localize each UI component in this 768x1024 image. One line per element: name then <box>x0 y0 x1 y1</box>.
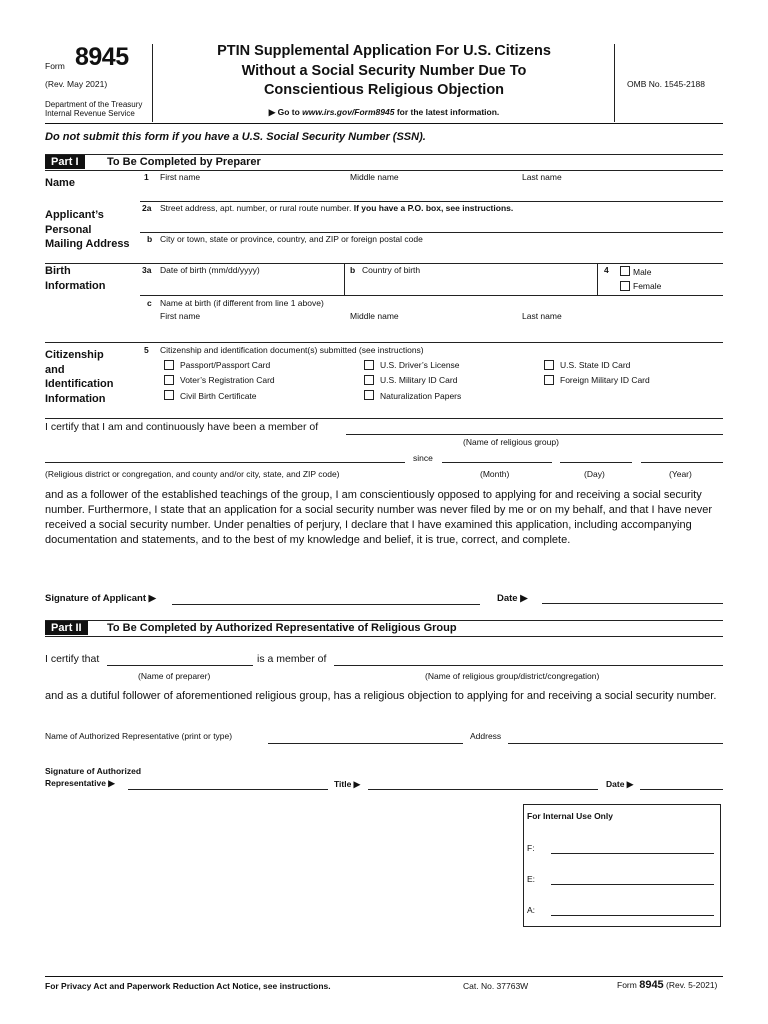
line5-number: 5 <box>144 345 149 355</box>
line4-number: 4 <box>604 265 609 275</box>
state-id-label: U.S. State ID Card <box>560 360 631 370</box>
religious-group-input[interactable] <box>346 421 723 435</box>
name-section-label: Name <box>45 177 75 189</box>
department: Department of the Treasury <box>45 100 143 109</box>
address-section-line1: Applicant’s <box>45 209 104 221</box>
form-word: Form <box>45 61 65 71</box>
line3a-label: Date of birth (mm/dd/yyyy) <box>160 265 260 275</box>
state-id-checkbox[interactable] <box>544 360 554 370</box>
line3b-number: b <box>350 265 356 275</box>
form-title-line3: Conscientious Religious Objection <box>263 82 505 98</box>
agency: Internal Revenue Service <box>45 109 135 118</box>
middle-name-label: Middle name <box>350 172 399 182</box>
since-day-input[interactable] <box>560 449 632 463</box>
applicant-date-input[interactable] <box>542 590 723 604</box>
rep-name-input[interactable] <box>268 730 463 744</box>
internal-e-input[interactable] <box>551 871 714 885</box>
form-number: 8945 <box>75 43 129 71</box>
preparer-name-input[interactable] <box>107 652 253 666</box>
date-of-birth-input[interactable] <box>160 278 340 292</box>
line2a-label: Street address, apt. number, or rural route number. If you have a P.O. box, see instructions. <box>160 203 514 213</box>
rep-address-input[interactable] <box>508 730 723 744</box>
voter-card-checkbox[interactable] <box>164 375 174 385</box>
rep-date-input[interactable] <box>640 776 723 790</box>
female-label: Female <box>633 281 662 291</box>
omb-number: OMB No. 1545-2188 <box>627 79 705 89</box>
birth-certificate-label: Civil Birth Certificate <box>180 391 257 401</box>
group-caption: (Name of religious group/district/congregation) <box>425 671 600 681</box>
birth-first-name-label: First name <box>160 311 201 321</box>
rep-date-label: Date ▶ <box>606 779 634 789</box>
part2-title: To Be Completed by Authorized Representative of Religious Group <box>107 622 457 634</box>
citizenship-line2: and <box>45 364 65 376</box>
internal-e-label: E: <box>527 874 536 884</box>
is-member-of-label: is a member of <box>257 653 327 665</box>
religious-congregation-input[interactable] <box>334 652 723 666</box>
last-name-input[interactable] <box>522 184 717 198</box>
goto-line: ▶ Go to www.irs.gov/Form8945 for the latest information. <box>268 107 500 117</box>
drivers-license-checkbox[interactable] <box>364 360 374 370</box>
military-id-checkbox[interactable] <box>364 375 374 385</box>
passport-checkbox[interactable] <box>164 360 174 370</box>
privacy-notice: For Privacy Act and Paperwork Reduction Act Notice, see instructions. <box>45 981 331 991</box>
last-name-label: Last name <box>522 172 562 182</box>
part2-label: Part II <box>45 621 88 635</box>
applicant-signature-line[interactable] <box>172 604 480 605</box>
applicant-date-label: Date ▶ <box>497 593 528 604</box>
part1-label: Part I <box>45 155 85 169</box>
middle-name-input[interactable] <box>350 184 515 198</box>
arrow-icon: ▶ <box>268 107 276 117</box>
certify-statement: I certify that I am and continuously have been a member of <box>45 421 319 433</box>
day-caption: (Day) <box>584 469 605 479</box>
female-checkbox[interactable] <box>620 281 630 291</box>
birth-first-name-input[interactable] <box>160 324 340 338</box>
line2b-number: b <box>147 234 153 244</box>
rep-name-label: Name of Authorized Representative (print or type) <box>45 731 233 741</box>
birth-last-name-label: Last name <box>522 311 562 321</box>
birth-middle-name-label: Middle name <box>350 311 399 321</box>
internal-a-label: A: <box>527 905 536 915</box>
city-state-zip-input[interactable] <box>160 246 715 260</box>
address-section-line2: Personal <box>45 224 92 236</box>
rep-signature-line[interactable] <box>128 789 328 790</box>
birth-section-line2: Information <box>45 280 106 292</box>
rep-signature-label-line2: Representative ▶ <box>45 778 115 788</box>
rep-signature-label-line1: Signature of Authorized <box>45 766 142 776</box>
address-section-line3: Mailing Address <box>45 238 130 250</box>
since-month-input[interactable] <box>442 449 552 463</box>
drivers-license-label: U.S. Driver’s License <box>380 360 460 370</box>
rep-title-input[interactable] <box>368 776 598 790</box>
internal-a-input[interactable] <box>551 902 714 916</box>
catalog-number: Cat. No. 37763W <box>463 981 529 991</box>
foreign-military-checkbox[interactable] <box>544 375 554 385</box>
voter-card-label: Voter’s Registration Card <box>180 375 275 385</box>
rep-statement: and as a dutiful follower of aforementioned religious group, has a religious objection to applying for and receiving a social security number. <box>45 690 717 702</box>
line3c-number: c <box>147 298 152 308</box>
declaration-paragraph: and as a follower of the established teachings of the group, I am conscientiously opposed to applying for and receiving a social security number. Furthermore, I state that an application for a social security number was never filed by me or on my behalf, and that I have never received a social security number. Under penalties of perjury, I declare that I have examined this application, including accompanying documentation and statements, and to the best of my knowledge and belief, it is true, correct, and complete. <box>45 489 713 546</box>
naturalization-checkbox[interactable] <box>364 390 374 400</box>
birth-certificate-checkbox[interactable] <box>164 390 174 400</box>
internal-f-label: F: <box>527 843 535 853</box>
applicant-signature-label: Signature of Applicant ▶ <box>45 593 156 604</box>
birth-middle-name-input[interactable] <box>350 324 515 338</box>
line1-number: 1 <box>144 172 149 182</box>
military-id-label: U.S. Military ID Card <box>380 375 458 385</box>
rep-title-label: Title ▶ <box>334 779 361 789</box>
first-name-label: First name <box>160 172 201 182</box>
revision-date: (Rev. May 2021) <box>45 79 108 89</box>
irs-link[interactable]: www.irs.gov/Form8945 <box>302 107 395 117</box>
internal-use-title: For Internal Use Only <box>527 811 613 821</box>
birth-section-line1: Birth <box>45 265 71 277</box>
since-year-input[interactable] <box>641 449 723 463</box>
part1-title: To Be Completed by Preparer <box>107 156 261 168</box>
citizenship-line4: Information <box>45 393 106 405</box>
citizenship-line1: Citizenship <box>45 349 104 361</box>
ssn-warning: Do not submit this form if you have a U.S. Social Security Number (SSN). <box>45 131 426 143</box>
year-caption: (Year) <box>669 469 692 479</box>
religious-group-caption: (Name of religious group) <box>463 437 559 447</box>
district-caption: (Religious district or congregation, and county and/or city, state, and ZIP code) <box>45 469 340 479</box>
naturalization-label: Naturalization Papers <box>380 391 462 401</box>
preparer-caption: (Name of preparer) <box>138 671 211 681</box>
birth-last-name-input[interactable] <box>522 324 717 338</box>
rep-certify-prefix: I certify that <box>45 653 100 665</box>
male-checkbox[interactable] <box>620 266 630 276</box>
street-address-input[interactable] <box>160 215 715 229</box>
line3b-label: Country of birth <box>362 265 421 275</box>
footer-form-id: Form 8945 (Rev. 5-2021) <box>617 979 718 991</box>
religious-district-input[interactable] <box>45 449 405 463</box>
since-label: since <box>413 453 433 463</box>
male-label: Male <box>633 267 652 277</box>
month-caption: (Month) <box>480 469 510 479</box>
foreign-military-label: Foreign Military ID Card <box>560 375 650 385</box>
line3a-number: 3a <box>142 265 152 275</box>
line2b-label: City or town, state or province, country, and ZIP or foreign postal code <box>160 234 423 244</box>
form-title-line2: Without a Social Security Number Due To <box>241 63 527 79</box>
first-name-input[interactable] <box>160 184 340 198</box>
country-of-birth-input[interactable] <box>362 278 592 292</box>
internal-f-input[interactable] <box>551 840 714 854</box>
internal-use-box <box>523 804 721 927</box>
rep-address-label: Address <box>470 731 502 741</box>
line3c-label: Name at birth (if different from line 1 above) <box>160 298 324 308</box>
passport-label: Passport/Passport Card <box>180 360 271 370</box>
line2a-number: 2a <box>142 203 152 213</box>
citizenship-line3: Identification <box>45 378 114 390</box>
form-title-line1: PTIN Supplemental Application For U.S. Citizens <box>217 43 551 59</box>
line5-label: Citizenship and identification document(s) submitted (see instructions) <box>160 345 424 355</box>
